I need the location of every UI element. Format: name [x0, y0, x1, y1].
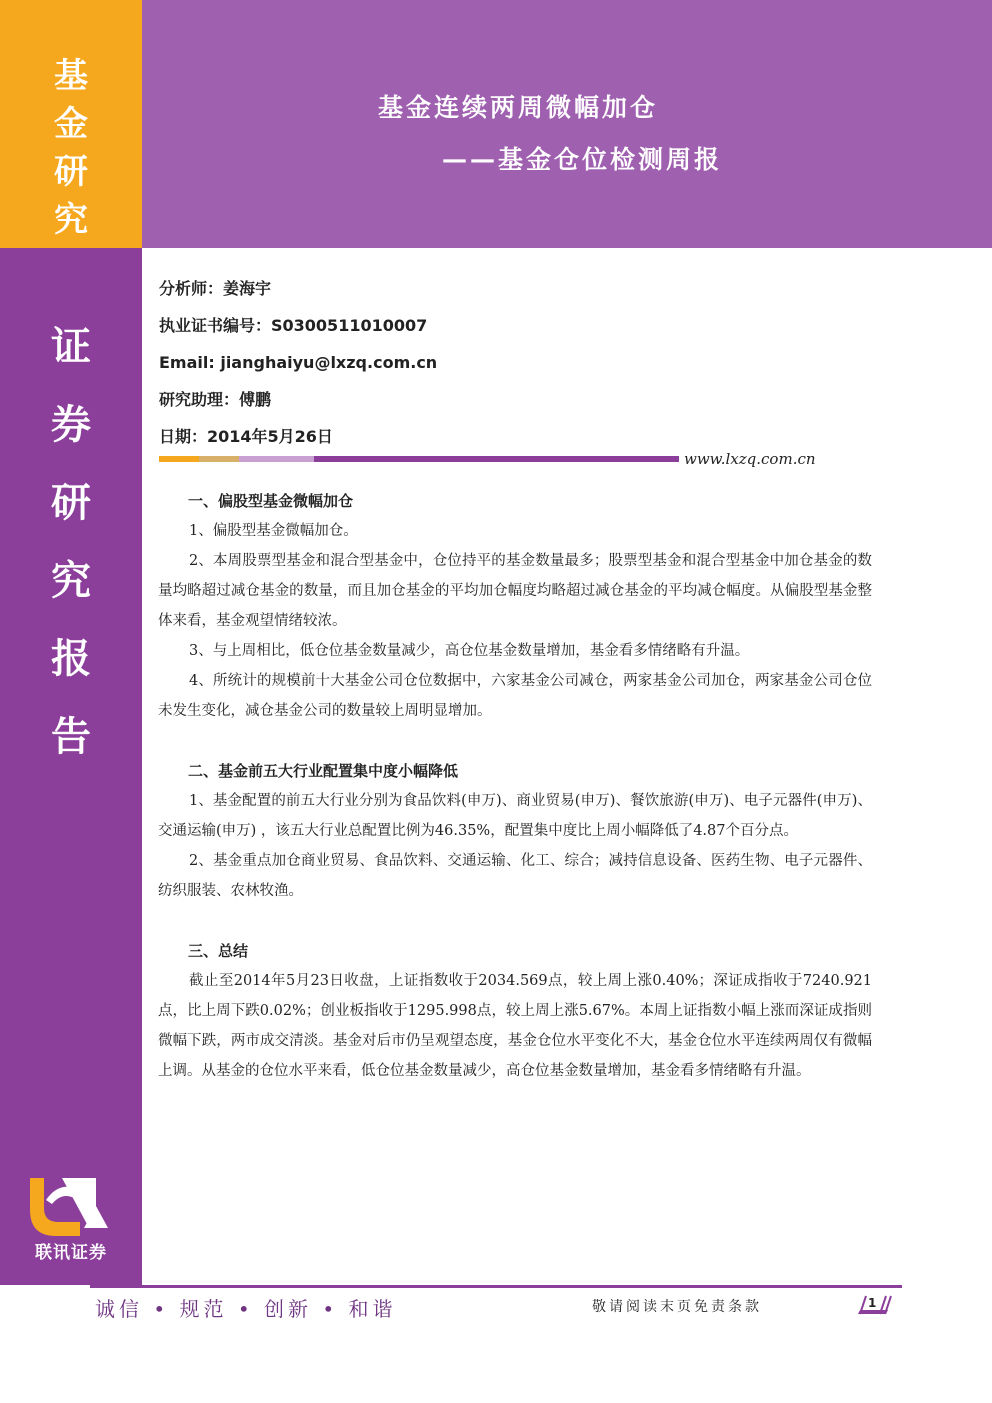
header-divider — [159, 456, 679, 462]
analyst-email: Email: jianghaiyu@lxzq.com.cn — [159, 353, 438, 372]
sidebar-report-type-label: 证 券 研 究 报 告 — [51, 323, 91, 760]
section-heading: 三、总结 — [188, 942, 249, 960]
company-logo-text: 联讯证券 — [35, 1243, 107, 1263]
section-paragraph: 1、基金配置的前五大行业分别为食品饮料(申万)、商业贸易(申万)、餐饮旅游(申万)、电子元器件(申万)、交通运输(申万) ，该五大行业总配置比例为46.35%，配置集中度比上周小幅降低了4.87个百分点。 — [158, 793, 872, 839]
section-paragraph: 3、与上周相比，低仓位基金数量减少，高仓位基金数量增加，基金看多情绪略有升温。 — [189, 643, 750, 659]
section-paragraph: 截止至2014年5月23日收盘，上证指数收于2034.569点，较上周上涨0.40%；深证成指收于7240.921点，比上周下跌0.02%；创业板指收于1295.998点，较上周上涨5.67%。本周上证指数小幅上涨而深证成指则微幅下跌，两市成交清淡。基金对后市仍呈观望态度，基金仓位水平变化不大，基金仓位水平连续两周仅有微幅上调。从基金的仓位水平来看，低仓位基金数量减少，高仓位基金数量增加，基金看多情绪略有升温。 — [158, 973, 872, 1079]
section-paragraph: 2、基金重点加仓商业贸易、食品饮料、交通运输、化工、综合；减持信息设备、医药生物、电子元器件、纺织服装、农林牧渔。 — [158, 853, 872, 899]
report-date: 日期：2014年5月26日 — [159, 427, 333, 446]
author-info — [159, 270, 437, 455]
report-title: 基金连续两周微幅加仓 — [378, 93, 659, 122]
research-assistant: 研究助理：傅鹏 — [159, 390, 272, 409]
license-number: 执业证书编号：S0300511010007 — [159, 316, 428, 335]
section-paragraph: 4、所统计的规模前十大基金公司仓位数据中，六家基金公司减仓，两家基金公司加仓，两家基金公司仓位未发生变化，减仓基金公司的数量较上周明显增加。 — [158, 673, 872, 719]
section-paragraph: 2、本周股票型基金和混合型基金中，仓位持平的基金数量最多；股票型基金和混合型基金中加仓基金的数量均略超过减仓基金的数量，而且加仓基金的平均加仓幅度均略超过减仓基金的平均减仓幅度。从偏股型基金整体来看，基金观望情绪较浓。 — [158, 553, 872, 629]
report-subtitle: ——基金仓位检测周报 — [442, 145, 723, 174]
company-website: www.lxzq.com.cn — [684, 450, 816, 468]
sidebar-category-block — [0, 0, 142, 248]
section-paragraph: 1、偏股型基金微幅加仓。 — [189, 523, 358, 539]
sidebar-category-label: 基 金 研 究 — [54, 56, 88, 240]
footer-divider — [90, 1285, 902, 1288]
report-body — [158, 486, 872, 1086]
sidebar-report-block — [0, 248, 142, 1285]
disclaimer-note: 敬请阅读末页免责条款 — [592, 1299, 762, 1315]
section-spacer — [158, 906, 872, 936]
report-header — [142, 0, 992, 248]
section-heading: 二、基金前五大行业配置集中度小幅降低 — [188, 762, 459, 780]
section-heading: 一、偏股型基金微幅加仓 — [188, 492, 354, 510]
report-section — [158, 936, 872, 1086]
section-spacer — [158, 726, 872, 756]
report-section — [158, 486, 872, 726]
company-motto: 诚信 • 规范 • 创新 • 和谐 — [95, 1297, 397, 1321]
page-number: 1 — [868, 1296, 877, 1310]
report-section — [158, 756, 872, 906]
analyst-name: 分析师：姜海宇 — [159, 279, 272, 298]
